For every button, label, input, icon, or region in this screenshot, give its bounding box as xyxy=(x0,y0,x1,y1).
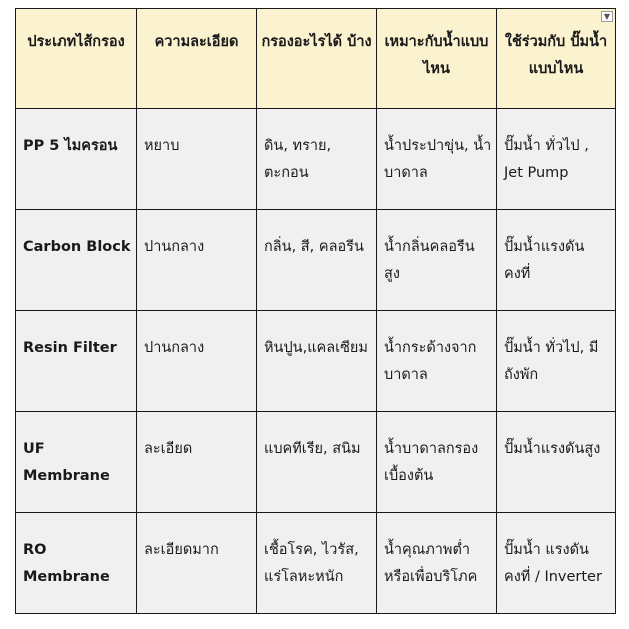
table-cell: เชื้อโรค, ไวรัส, แร่โลหะหนัก xyxy=(257,513,377,614)
table-cell: น้ำกลิ่นคลอรีน สูง xyxy=(377,210,497,311)
table-cell: ปั๊มน้ำ แรงดัน คงที่ / Inverter xyxy=(497,513,616,614)
table-cell: ปานกลาง xyxy=(137,210,257,311)
table-cell: ปานกลาง xyxy=(137,311,257,412)
table-header-row xyxy=(16,9,616,109)
header-suitable-water: เหมาะกับน้ำแบบ ไหน xyxy=(377,9,497,109)
chevron-down-icon[interactable]: ▼ xyxy=(601,11,613,22)
header-filter-type: ประเภทไส้กรอง xyxy=(16,9,137,109)
table-cell: UF Membrane xyxy=(16,412,137,513)
table-row xyxy=(16,513,616,614)
filter-comparison-table xyxy=(15,8,616,614)
table-cell: ปั๊มน้ำ ทั่วไป, มี ถังพัก xyxy=(497,311,616,412)
table-cell: Resin Filter xyxy=(16,311,137,412)
table-cell: หยาบ xyxy=(137,109,257,210)
header-fineness: ความละเอียด xyxy=(137,9,257,109)
table-cell: น้ำประปาขุ่น, น้ำ บาดาล xyxy=(377,109,497,210)
table-cell: ละเอียด xyxy=(137,412,257,513)
filter-comparison-table-container xyxy=(15,8,615,614)
table-row xyxy=(16,412,616,513)
table-cell: RO Membrane xyxy=(16,513,137,614)
table-row xyxy=(16,210,616,311)
table-cell: น้ำคุณภาพต่ำ หรือเพื่อบริโภค xyxy=(377,513,497,614)
table-cell: หินปูน,แคลเซียม xyxy=(257,311,377,412)
table-row xyxy=(16,311,616,412)
table-cell: แบคทีเรีย, สนิม xyxy=(257,412,377,513)
table-cell: กลิ่น, สี, คลอรีน xyxy=(257,210,377,311)
table-cell: ดิน, ทราย, ตะกอน xyxy=(257,109,377,210)
table-cell: Carbon Block xyxy=(16,210,137,311)
table-cell: น้ำบาดาลกรอง เบื้องต้น xyxy=(377,412,497,513)
table-cell: น้ำกระด้างจาก บาดาล xyxy=(377,311,497,412)
table-cell: PP 5 ไมครอน xyxy=(16,109,137,210)
table-row xyxy=(16,109,616,210)
table-cell: ละเอียดมาก xyxy=(137,513,257,614)
header-filters-what: กรองอะไรได้ บ้าง xyxy=(257,9,377,109)
table-cell: ปั๊มน้ำแรงดัน คงที่ xyxy=(497,210,616,311)
table-cell: ปั๊มน้ำแรงดันสูง xyxy=(497,412,616,513)
header-compatible-pump: ใช้ร่วมกับ ปั๊มน้ำ แบบไหน ▼ xyxy=(497,9,616,109)
table-cell: ปั๊มน้ำ ทั่วไป , Jet Pump xyxy=(497,109,616,210)
